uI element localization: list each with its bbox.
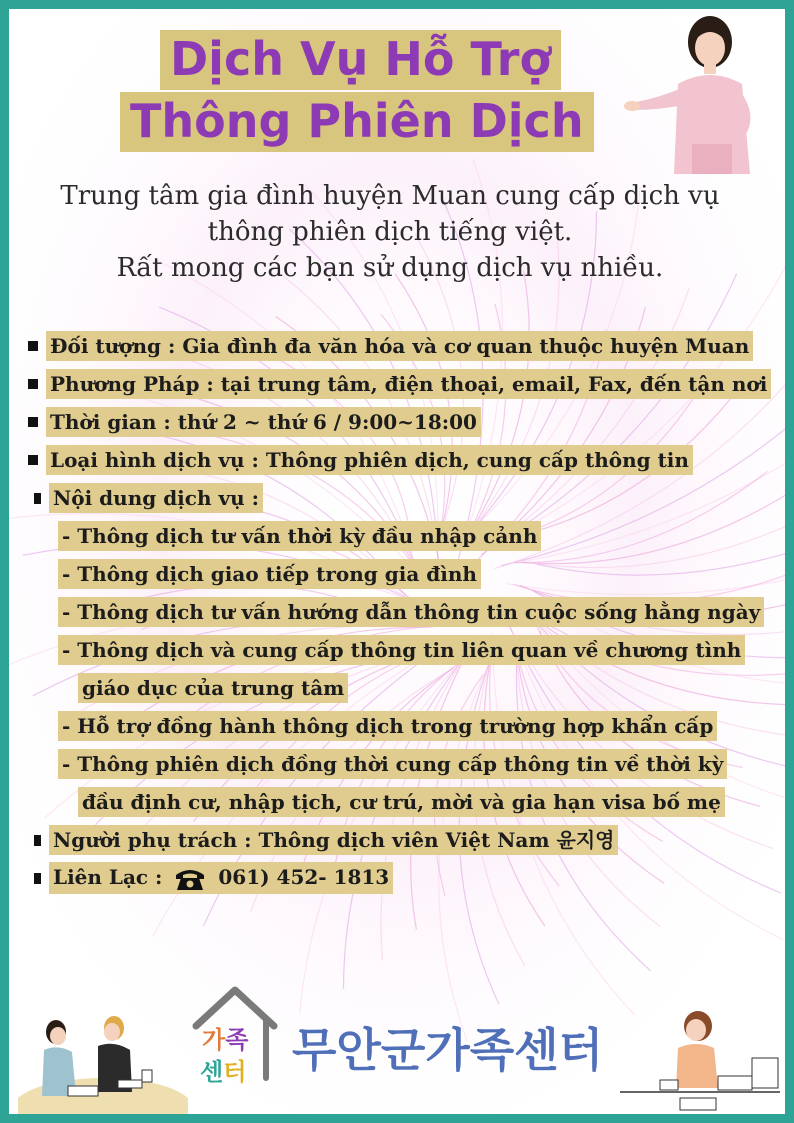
- content-item: - Thông dịch giao tiếp trong gia đình: [58, 558, 481, 590]
- content-item-continuation: giáo dục của trung tâm: [78, 672, 348, 704]
- info-row-method: [28, 368, 771, 400]
- square-bullet-icon: [34, 873, 41, 884]
- square-bullet-icon: [34, 835, 41, 846]
- info-row-time: [28, 406, 481, 438]
- intro-line-1: Trung tâm gia đình huyện Muan cung cấp dịch vụ: [60, 181, 720, 211]
- info-row-target: [28, 330, 753, 362]
- studying-women-illustration: [18, 1000, 188, 1120]
- info-row-contact: [34, 862, 393, 894]
- intro-line-2: thông phiên dịch tiếng việt.: [207, 217, 573, 247]
- square-bullet-icon: [28, 417, 38, 427]
- info-method: Phương Pháp : tại trung tâm, điện thoại, email, Fax, đến tận nơi: [46, 369, 771, 399]
- info-time: Thời gian : thứ 2 ~ thứ 6 / 9:00~18:00: [46, 407, 481, 437]
- info-row-service-type: [28, 444, 693, 476]
- content-item: - Thông dịch tư vấn thời kỳ đầu nhập cảnh: [58, 520, 541, 552]
- info-row-manager: [34, 824, 618, 856]
- logo-mark-text-2: 센터: [200, 1058, 247, 1086]
- phone-call-woman-illustration: [620, 1004, 784, 1114]
- telephone-icon: [173, 866, 207, 892]
- content-item: - Hỗ trợ đồng hành thông dịch trong trường hợp khẩn cấp: [58, 710, 717, 742]
- title-line-1: Dịch Vụ Hỗ Trợ: [160, 30, 561, 90]
- presenter-woman-illustration: [618, 14, 778, 174]
- square-bullet-icon: [28, 341, 38, 351]
- info-service-type: Loại hình dịch vụ : Thông phiên dịch, cung cấp thông tin: [46, 445, 693, 475]
- square-bullet-icon: [28, 379, 38, 389]
- info-target: Đối tượng : Gia đình đa văn hóa và cơ quan thuộc huyện Muan: [46, 331, 753, 361]
- logo-mark-text-1: 가족: [202, 1026, 249, 1054]
- content-item: - Thông phiên dịch đồng thời cung cấp thông tin về thời kỳ: [58, 748, 727, 780]
- info-content-label: Nội dung dịch vụ :: [49, 483, 263, 513]
- content-item-continuation: đầu định cư, nhập tịch, cư trú, mời và gia hạn visa bố mẹ: [78, 786, 725, 818]
- contact-phone: 061) 452- 1813: [218, 865, 390, 890]
- square-bullet-icon: [28, 455, 38, 465]
- square-bullet-icon: [34, 493, 41, 504]
- footer: [0, 960, 794, 1120]
- intro-line-3: Rất mong các bạn sử dụng dịch vụ nhiều.: [116, 253, 664, 283]
- family-center-logo-icon: [190, 982, 280, 1092]
- content-item: - Thông dịch tư vấn hướng dẫn thông tin cuộc sống hằng ngày: [58, 596, 764, 628]
- intro-text: [30, 178, 750, 286]
- org-name: 무안군가족센터: [292, 1023, 604, 1077]
- info-manager: Người phụ trách : Thông dịch viên Việt Nam 윤지영: [49, 825, 618, 855]
- contact-label: Liên Lạc :: [53, 865, 163, 890]
- title-line-2: Thông Phiên Dịch: [120, 92, 594, 152]
- info-contact: [49, 862, 393, 894]
- info-row-content: [34, 482, 263, 514]
- content-item: - Thông dịch và cung cấp thông tin liên quan về chương tình: [58, 634, 745, 666]
